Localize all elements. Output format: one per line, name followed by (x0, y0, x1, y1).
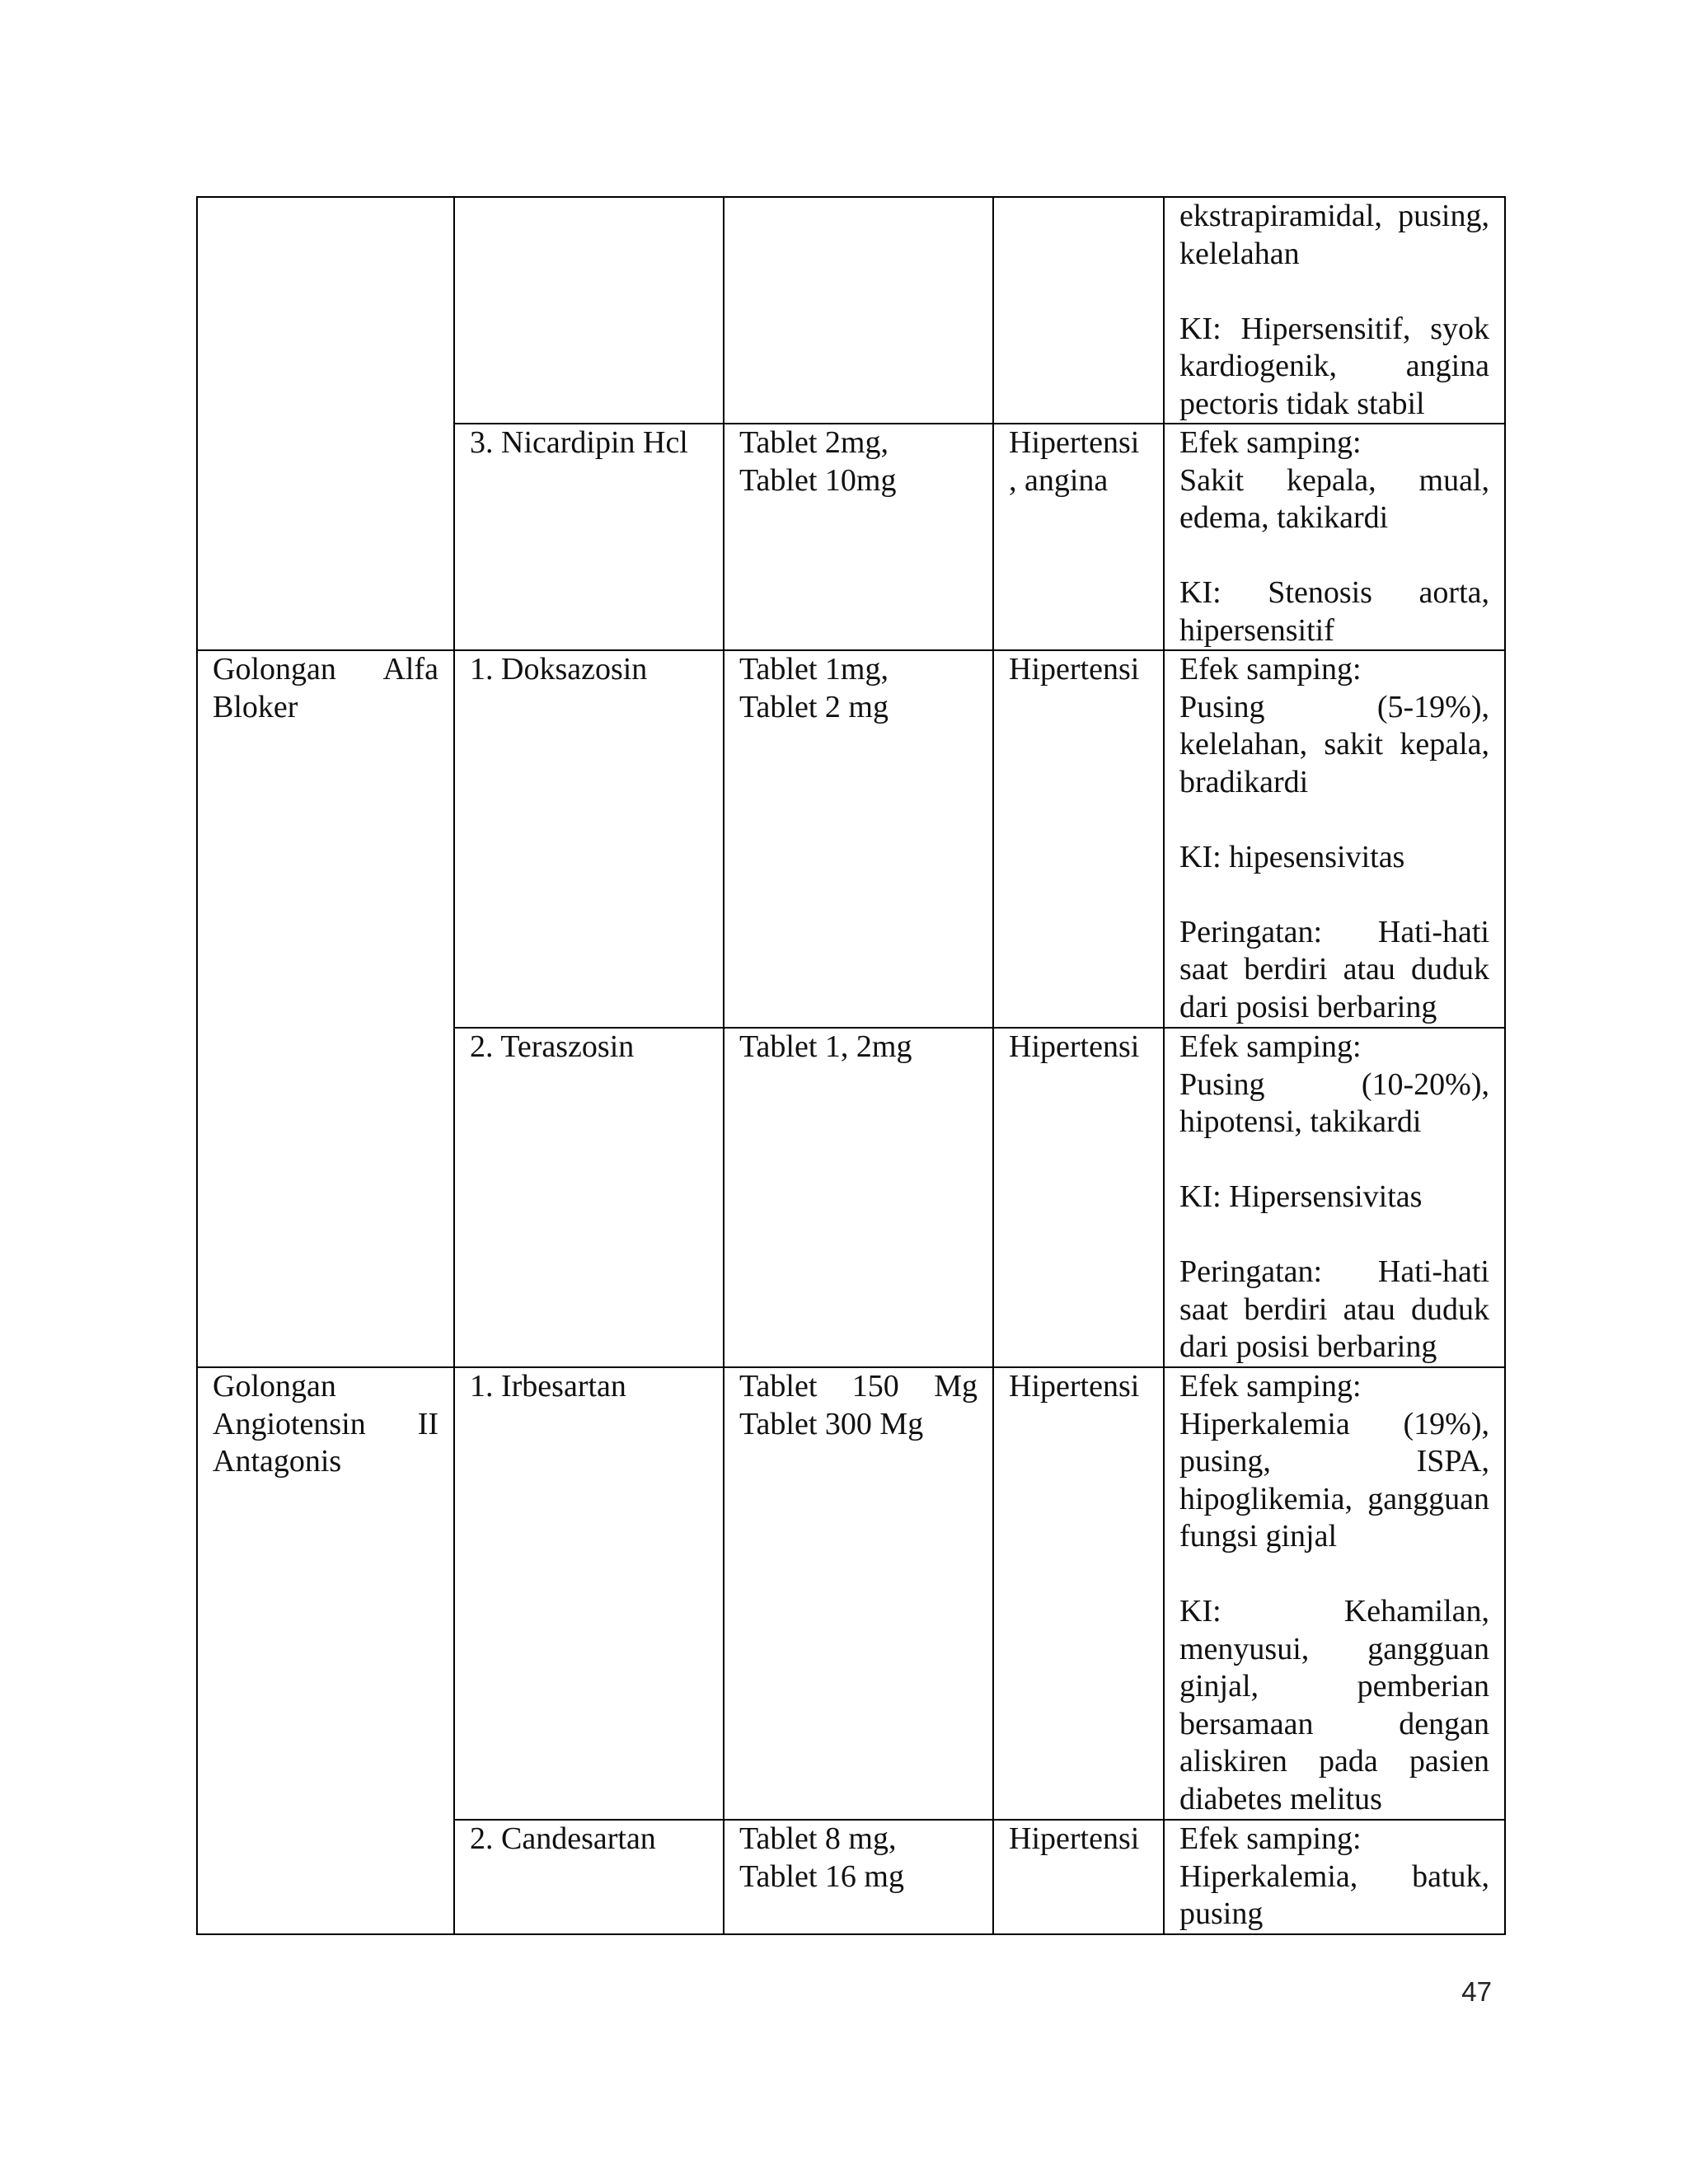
notes-cell (1164, 1367, 1505, 1820)
group-name: Golongan Alfa Bloker (213, 652, 438, 724)
table-row (197, 650, 1505, 1028)
notes-paragraph: Pusing (5-19%), kelelahan, sakit kepala, bradikardi (1179, 689, 1489, 799)
indication-line: Hipertensi (1009, 652, 1140, 687)
indication-line: Hipertensi (1009, 1369, 1140, 1404)
group-name: Golongan Angiotensin II Antagonis (213, 1369, 438, 1479)
drug-name: 2. Candesartan (470, 1821, 656, 1856)
notes-heading: Efek samping: (1179, 1029, 1362, 1064)
drug-cell (454, 1367, 724, 1820)
indication-line: , angina (1009, 462, 1109, 498)
dosage-line: Tablet 2 mg (739, 689, 889, 724)
notes-paragraph: KI: Hipersensitif, syok kardiogenik, angina pectoris tidak stabil (1179, 311, 1489, 421)
indication-cell (993, 197, 1164, 424)
notes-paragraph: KI: Kehamilan, menyusui, gangguan ginjal, pemberian bersamaan dengan aliskiren pada pasien diabetes melitus (1179, 1594, 1489, 1816)
drug-name: 1. Doksazosin (470, 652, 648, 687)
drug-cell (454, 197, 724, 424)
indication-cell (993, 1367, 1164, 1820)
notes-heading: Efek samping: (1179, 1369, 1362, 1404)
drug-table (196, 196, 1506, 1935)
indication-cell (993, 424, 1164, 650)
dosage-line: Tablet 150 Mg Tablet 300 Mg (739, 1369, 978, 1441)
dosage-line: Tablet 1mg, (739, 652, 889, 687)
dosage-line: Tablet 8 mg, (739, 1821, 897, 1856)
notes-cell (1164, 1820, 1505, 1934)
indication-cell (993, 1028, 1164, 1367)
dosage-cell (724, 1028, 993, 1367)
indication-line: Hipertensi (1009, 1821, 1140, 1856)
drug-name: 2. Teraszosin (470, 1029, 635, 1064)
notes-paragraph: Peringatan: Hati-hati saat berdiri atau duduk dari posisi berbaring (1179, 914, 1489, 1024)
table-row (197, 197, 1505, 424)
notes-paragraph: Hiperkalemia (19%), pusing, ISPA, hipoglikemia, gangguan fungsi ginjal (1179, 1406, 1489, 1554)
notes-heading: Efek samping: (1179, 1821, 1362, 1856)
notes-cell (1164, 424, 1505, 650)
table-row (197, 1367, 1505, 1820)
notes-cell (1164, 1028, 1505, 1367)
dosage-cell (724, 1367, 993, 1820)
dosage-cell (724, 197, 993, 424)
notes-paragraph: Peringatan: Hati-hati saat berdiri atau duduk dari posisi berbaring (1179, 1254, 1489, 1364)
indication-cell (993, 650, 1164, 1028)
dosage-line: Tablet 1, 2mg (739, 1029, 912, 1064)
dosage-line: Tablet 16 mg (739, 1858, 904, 1894)
indication-cell (993, 1820, 1164, 1934)
drug-cell (454, 1028, 724, 1367)
dosage-cell (724, 650, 993, 1028)
dosage-cell (724, 424, 993, 650)
notes-heading: Efek samping: (1179, 425, 1362, 460)
drug-name: 3. Nicardipin Hcl (470, 425, 688, 460)
drug-cell (454, 650, 724, 1028)
notes-heading: Efek samping: (1179, 652, 1362, 687)
dosage-line: Tablet 10mg (739, 462, 897, 498)
indication-line: Hipertensi (1009, 425, 1140, 460)
indication-line: Hipertensi (1009, 1029, 1140, 1064)
drug-name: 1. Irbesartan (470, 1369, 626, 1404)
notes-cell (1164, 650, 1505, 1028)
notes-paragraph: ekstrapiramidal, pusing, kelelahan (1179, 199, 1489, 271)
group-cell (197, 197, 454, 650)
drug-cell (454, 424, 724, 650)
notes-paragraph: KI: hipesensivitas (1179, 839, 1405, 874)
page-number: 47 (1461, 1976, 1492, 2007)
group-cell (197, 650, 454, 1367)
drug-cell (454, 1820, 724, 1934)
notes-paragraph: KI: Hipersensivitas (1179, 1179, 1423, 1214)
notes-cell (1164, 197, 1505, 424)
dosage-line: Tablet 2mg, (739, 425, 889, 460)
dosage-cell (724, 1820, 993, 1934)
notes-paragraph: KI: Stenosis aorta, hipersensitif (1179, 575, 1489, 648)
notes-paragraph: Pusing (10-20%), hipotensi, takikardi (1179, 1066, 1489, 1139)
group-cell (197, 1367, 454, 1934)
notes-paragraph: Sakit kepala, mual, edema, takikardi (1179, 462, 1489, 535)
notes-paragraph: Hiperkalemia, batuk, pusing (1179, 1858, 1489, 1931)
